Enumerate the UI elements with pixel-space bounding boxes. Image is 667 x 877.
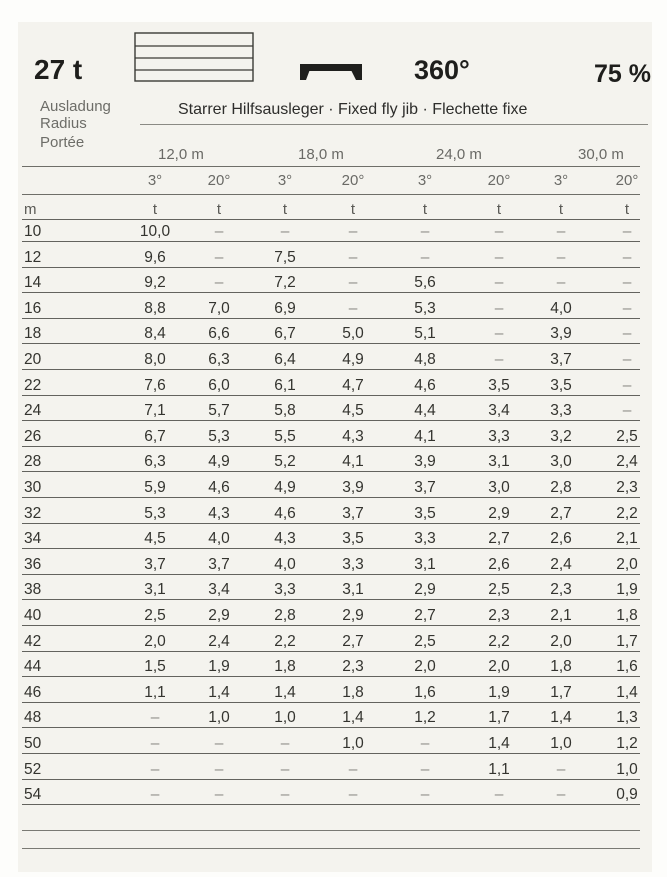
slewing-range: 360° [414,55,470,85]
radius-cell: 32 [24,504,42,522]
capacity-cell: 1,9 [616,581,638,599]
capacity-cell: 3,9 [414,453,436,471]
capacity-cell: 2,5 [616,427,638,445]
capacity-cell: – [556,248,566,266]
capacity-cell: 3,4 [208,581,230,599]
table-caption [18,94,652,190]
header-rule-top [22,166,640,167]
capacity-cell: 4,7 [342,376,364,394]
table-row [18,708,652,728]
jib-length-30: 30,0 m [578,146,624,163]
table-row [18,324,652,344]
capacity-cell: – [494,351,504,368]
radius-cell: 10 [24,223,42,240]
capacity-cell: 1,1 [144,683,166,701]
capacity-cell: 1,0 [208,709,230,727]
capacity-cell: 4,6 [208,479,230,496]
capacity-cell: 4,3 [274,530,296,548]
capacity-cell: 2,8 [550,479,572,496]
capacity-cell: 3,0 [550,453,572,471]
jib-title: Starrer Hilfsausleger · Fixed fly jib · Flechette fixe [178,101,528,118]
capacity-cell: 2,7 [488,530,510,548]
capacity-cell: 3,7 [342,504,364,522]
capacity-cell: 2,0 [414,658,436,676]
capacity-cell: – [214,274,224,292]
table-row [18,734,652,754]
radius-cell: 46 [24,683,42,701]
angle-24-3: 3° [417,172,433,189]
radius-cell: 30 [24,479,42,496]
unit-t: t [282,201,288,218]
capacity-cell: 5,5 [274,427,296,445]
capacity-cell: 3,1 [144,581,166,599]
capacity-cell: 6,3 [144,453,166,471]
capacity-cell: 8,8 [144,299,166,317]
radius-cell: 38 [24,581,42,599]
capacity-cell: 3,3 [414,530,436,548]
radius-cell: 34 [24,530,42,548]
capacity-cell: – [280,786,290,804]
capacity-cell: – [622,351,632,368]
capacity-cell: 7,1 [144,402,166,420]
capacity-cell: – [214,248,224,266]
capacity-cell: – [622,299,632,317]
table-row [18,785,652,805]
capacity-cell: – [494,299,504,317]
radius-label-en: Radius [40,115,87,132]
capacity-cell: 4,5 [342,402,364,420]
jib-length-row [18,146,652,168]
radius-label-fr: Portée [40,134,85,151]
capacity-cell: 0,9 [616,786,638,804]
radius-cell: 22 [24,376,42,394]
table-row [18,299,652,319]
capacity-cell: 1,7 [616,632,638,650]
capacity-cell: 1,0 [550,735,572,752]
capacity-cell: – [494,786,504,804]
capacity-cell: 3,1 [414,555,436,573]
capacity-cell: 1,4 [488,735,510,752]
capacity-cell: 2,3 [550,581,572,599]
capacity-cell: – [494,274,504,292]
jib-length-24: 24,0 m [436,146,482,163]
capacity-cell: – [280,735,290,752]
capacity-cell: 1,1 [488,760,510,778]
table-row [18,273,652,293]
unit-m: m [24,201,37,218]
footer-rule [22,830,640,831]
capacity-cell: 4,6 [414,376,436,394]
capacity-cell: 1,0 [616,760,638,778]
capacity-cell: 5,8 [274,402,296,420]
capacity-cell: – [420,760,430,778]
load-chart-sheet [18,22,652,872]
capacity-cell: 1,4 [550,709,572,727]
unit-t: t [624,201,630,218]
capacity-cell: 3,3 [550,402,572,420]
capacity-cell: 2,4 [550,555,572,573]
radius-cell: 40 [24,607,42,624]
jib-length-18: 18,0 m [298,146,344,163]
capacity-cell: – [280,760,290,778]
capacity-cell: 1,6 [616,658,638,676]
capacity-cell: 4,3 [208,504,230,522]
capacity-cell: 2,8 [274,607,296,624]
angle-24-20: 20° [487,172,511,189]
capacity-cell: 4,0 [550,299,572,317]
capacity-cell: 9,2 [144,274,166,292]
capacity-cell: – [420,223,430,240]
unit-t: t [350,201,356,218]
capacity-cell: 2,0 [616,555,638,573]
capacity-cell: 2,6 [550,530,572,548]
capacity-cell: 2,5 [488,581,510,599]
capacity-cell: 4,3 [342,427,364,445]
units-row [18,200,652,220]
capacity-cell: 1,4 [616,683,638,701]
capacity-cell: 3,9 [342,479,364,496]
radius-cell: 44 [24,658,42,676]
capacity-cell: 2,7 [342,632,364,650]
capacity-cell: 2,0 [144,632,166,650]
capacity-cell: 5,9 [144,479,166,496]
table-row [18,504,652,524]
capacity-cell: 2,9 [342,607,364,624]
capacity-cell: – [556,223,566,240]
capacity-cell: – [494,325,504,343]
capacity-cell: 6,3 [208,351,230,368]
capacity-cell: 5,3 [144,504,166,522]
capacity-cell: 4,4 [414,402,436,420]
table-row [18,580,652,600]
table-row [18,222,652,242]
capacity-cell: 1,7 [550,683,572,701]
capacity-cell: 3,1 [342,581,364,599]
radius-cell: 48 [24,709,42,727]
capacity-cell: – [348,299,358,317]
capacity-cell: – [622,274,632,292]
capacity-cell: 5,6 [414,274,436,292]
capacity-cell: 1,9 [488,683,510,701]
capacity-cell: 1,6 [414,683,436,701]
capacity-cell: 8,0 [144,351,166,368]
capacity-cell: 4,1 [342,453,364,471]
capacity-cell: – [150,735,160,752]
table-row [18,452,652,472]
table-row [18,632,652,652]
capacity-label: 27 t [34,54,83,85]
capacity-cell: 6,7 [144,427,166,445]
radius-cell: 28 [24,453,42,471]
capacity-cell: 1,0 [342,735,364,752]
radius-cell: 26 [24,427,42,445]
angle-12-3: 3° [147,172,163,189]
table-row [18,606,652,626]
capacity-cell: 2,5 [414,632,436,650]
capacity-cell: – [420,248,430,266]
table-row [18,555,652,575]
angle-18-20: 20° [341,172,365,189]
capacity-cell: – [622,223,632,240]
radius-cell: 16 [24,299,42,317]
capacity-cell: 1,8 [274,658,296,676]
capacity-cell: 2,7 [414,607,436,624]
table-row [18,376,652,396]
capacity-cell: 2,1 [550,607,572,624]
capacity-cell: 4,6 [274,504,296,522]
capacity-cell: 1,3 [616,709,638,727]
capacity-cell: 3,1 [488,453,510,471]
capacity-cell: 2,4 [616,453,638,471]
capacity-cell: 4,0 [208,530,230,548]
capacity-cell: 4,9 [342,351,364,368]
unit-t: t [558,201,564,218]
capacity-cell: 3,9 [550,325,572,343]
capacity-cell: 1,4 [342,709,364,727]
table-row [18,401,652,421]
capacity-cell: 3,5 [414,504,436,522]
capacity-cell: 1,8 [550,658,572,676]
radius-cell: 54 [24,786,42,804]
table-row [18,657,652,677]
capacity-cell: – [348,786,358,804]
unit-t: t [422,201,428,218]
radius-cell: 36 [24,555,42,573]
capacity-cell: 3,3 [488,427,510,445]
capacity-cell: – [348,274,358,292]
capacity-cell: 4,8 [414,351,436,368]
capacity-cell: 4,1 [414,427,436,445]
capacity-cell: – [348,760,358,778]
capacity-cell: 2,9 [208,607,230,624]
capacity-cell: 2,5 [144,607,166,624]
capacity-cell: 2,9 [414,581,436,599]
capacity-cell: 2,0 [550,632,572,650]
capacity-cell: – [622,248,632,266]
unit-t: t [152,201,158,218]
capacity-cell: 1,7 [488,709,510,727]
capacity-cell: – [622,325,632,343]
capacity-cell: 3,3 [342,555,364,573]
capacity-cell: 1,8 [342,683,364,701]
capacity-cell: 3,5 [488,376,510,394]
radius-cell: 20 [24,351,42,368]
capacity-cell: 5,7 [208,402,230,420]
capacity-cell: 5,3 [414,299,436,317]
capacity-cell: 3,4 [488,402,510,420]
radius-cell: 14 [24,274,42,292]
angle-12-20: 20° [207,172,231,189]
capacity-cell: 3,0 [488,479,510,496]
capacity-cell: 6,0 [208,376,230,394]
capacity-cell: – [420,786,430,804]
table-row [18,760,652,780]
capacity-cell: 2,6 [488,555,510,573]
table-row [18,350,652,370]
radius-cell: 24 [24,402,42,420]
capacity-cell: 5,1 [414,325,436,343]
capacity-cell: 2,0 [488,658,510,676]
capacity-cell: 3,2 [550,427,572,445]
capacity-cell: 6,9 [274,299,296,317]
radius-label-de: Ausladung [40,98,111,115]
capacity-cell: 4,9 [208,453,230,471]
capacity-cell: 6,1 [274,376,296,394]
capacity-cell: 3,5 [342,530,364,548]
capacity-cell: 3,7 [208,555,230,573]
capacity-cell: 2,2 [488,632,510,650]
capacity-cell: – [214,223,224,240]
capacity-cell: 4,9 [274,479,296,496]
radius-cell: 18 [24,325,42,343]
capacity-cell: 3,3 [274,581,296,599]
capacity-cell: 2,9 [488,504,510,522]
capacity-cell: 5,0 [342,325,364,343]
capacity-cell: 2,4 [208,632,230,650]
angle-30-3: 3° [553,172,569,189]
capacity-cell: 7,6 [144,376,166,394]
angle-30-20: 20° [615,172,639,189]
radius-cell: 52 [24,760,42,778]
capacity-cell: 1,2 [414,709,436,727]
capacity-cell: – [150,760,160,778]
capacity-cell: – [150,709,160,727]
capacity-cell: 7,0 [208,299,230,317]
capacity-cell: 2,1 [616,530,638,548]
capacity-cell: 1,5 [144,658,166,676]
angle-row [18,172,652,192]
capacity-cell: – [214,786,224,804]
capacity-cell: 1,0 [274,709,296,727]
capacity-cell: 1,4 [208,683,230,701]
capacity-cell: 6,7 [274,325,296,343]
capacity-cell: 6,6 [208,325,230,343]
capacity-cell: 3,7 [550,351,572,368]
stacked-plates-icon [134,32,254,82]
capacity-cell: – [348,223,358,240]
capacity-cell: 1,2 [616,735,638,752]
angle-18-3: 3° [277,172,293,189]
capacity-cell: 3,7 [414,479,436,496]
capacity-cell: – [348,248,358,266]
capacity-cell: 9,6 [144,248,166,266]
table-row [18,248,652,268]
capacity-cell: 6,4 [274,351,296,368]
radius-cell: 12 [24,248,42,266]
capacity-cell: 1,9 [208,658,230,676]
capacity-cell: 5,3 [208,427,230,445]
footer-rule [22,848,640,849]
capacity-cell: 2,7 [550,504,572,522]
capacity-cell: – [494,223,504,240]
capacity-cell: – [420,735,430,752]
radius-cell: 50 [24,735,42,752]
capacity-cell: 1,8 [616,607,638,624]
table-row [18,529,652,549]
capacity-cell: – [622,376,632,394]
radius-cell: 42 [24,632,42,650]
capacity-cell: 1,4 [274,683,296,701]
capacity-cell: 2,3 [488,607,510,624]
capacity-cell: 2,3 [616,479,638,496]
capacity-cell: 2,3 [342,658,364,676]
capacity-cell: – [556,786,566,804]
capacity-cell: 3,7 [144,555,166,573]
chart-header [18,22,652,96]
capacity-cell: – [214,735,224,752]
jib-length-12: 12,0 m [158,146,204,163]
capacity-cell: 4,5 [144,530,166,548]
capacity-cell: 8,4 [144,325,166,343]
capacity-cell: – [556,274,566,292]
table-row [18,427,652,447]
capacity-cell: – [280,223,290,240]
table-row [18,478,652,498]
capacity-cell: – [556,760,566,778]
capacity-cell: 5,2 [274,453,296,471]
capacity-cell: – [494,248,504,266]
capacity-cell: 10,0 [139,223,171,240]
capacity-cell: 4,0 [274,555,296,573]
capacity-cell: – [622,402,632,420]
flat-jib-icon [296,58,366,84]
counterweight-percent: 75 % [594,60,651,88]
unit-t: t [216,201,222,218]
header-rule-bottom [22,194,640,195]
capacity-cell: 7,2 [274,274,296,292]
capacity-cell: – [214,760,224,778]
unit-t: t [496,201,502,218]
table-row [18,683,652,703]
capacity-cell: 3,5 [550,376,572,394]
capacity-cell: 2,2 [274,632,296,650]
capacity-cell: 7,5 [274,248,296,266]
capacity-cell: – [150,786,160,804]
capacity-cell: 2,2 [616,504,638,522]
jib-title-box [140,96,648,125]
